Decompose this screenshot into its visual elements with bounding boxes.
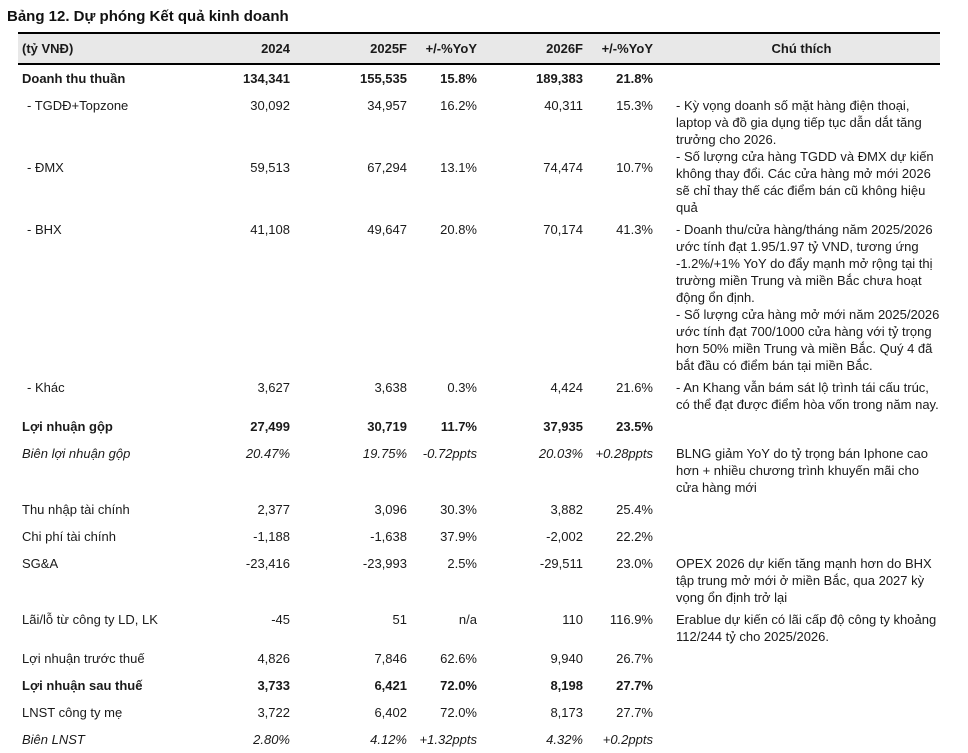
page-title: Bảng 12. Dự phóng Kết quả kinh doanh [7, 8, 289, 25]
row-value-2: 11.7% [440, 419, 477, 434]
row-label: Lợi nhuận gộp [22, 419, 113, 434]
row-label: - BHX [27, 222, 62, 237]
row-note [663, 672, 940, 699]
table-row [18, 645, 940, 672]
row-value-2: +1.32ppts [419, 732, 477, 747]
row-value-3: 40,311 [544, 98, 583, 113]
row-value-0: -23,416 [245, 556, 290, 571]
row-note [663, 496, 940, 523]
row-value-4: 10.7% [616, 160, 653, 175]
row-value-3: -2,002 [546, 529, 583, 544]
row-value-1: 3,096 [374, 502, 407, 517]
row-value-1: 6,402 [374, 705, 407, 720]
row-value-0: 4,826 [257, 651, 290, 666]
row-value-3: 8,198 [550, 678, 583, 693]
row-note [663, 440, 940, 496]
row-value-4: 23.0% [616, 556, 653, 571]
row-value-4: 27.7% [616, 705, 653, 720]
column-header-0: (tỷ VNĐ) [18, 33, 200, 64]
note-paragraph: - Doanh thu/cửa hàng/tháng năm 2025/2026 ước tính đạt 1.95/1.97 tỷ VND, tương ứng -1.2%/+1% YoY do đẩy mạnh mở rộng tại thị trường miền Trung và miền Bắc chưa hoạt động ổn định. [676, 222, 933, 305]
row-value-2: n/a [458, 612, 477, 627]
row-value-3: 3,882 [550, 502, 583, 517]
column-header-5: +/-%YoY [593, 33, 663, 64]
note-paragraph: BLNG giảm YoY do tỷ trọng bán Iphone cao hơn + nhiều chương trình khuyến mãi cho cửa hàng mới [676, 446, 928, 495]
table-row [18, 726, 940, 753]
table-row [18, 216, 940, 374]
row-value-2: 16.2% [440, 98, 477, 113]
row-value-4: 27.7% [616, 678, 653, 693]
row-value-0: 30,092 [250, 98, 290, 113]
row-label: Biên lợi nhuận gộp [22, 446, 131, 461]
row-note [663, 523, 940, 550]
table-row [18, 440, 940, 496]
column-header-4: 2026F [487, 33, 593, 64]
row-value-2: -0.72ppts [422, 446, 477, 461]
row-value-2: 2.5% [447, 556, 477, 571]
row-label: Lợi nhuận sau thuế [22, 678, 143, 693]
row-label: - ĐMX [27, 160, 64, 175]
table-row [18, 496, 940, 523]
row-value-3: 74,474 [543, 160, 583, 175]
row-value-4: 23.5% [616, 419, 653, 434]
row-label: Lãi/lỗ từ công ty LD, LK [22, 612, 158, 627]
row-label: - TGDĐ+Topzone [27, 98, 129, 113]
note-paragraph: Erablue dự kiến có lãi cấp độ công ty khoảng 112/244 tỷ cho 2025/2026. [676, 612, 937, 644]
row-value-4: 41.3% [616, 222, 653, 237]
row-label: Biên LNST [22, 732, 85, 747]
row-value-1: 67,294 [367, 160, 407, 175]
row-value-3: 110 [562, 612, 583, 627]
table-row [18, 523, 940, 550]
row-label: LNST công ty mẹ [22, 705, 123, 720]
row-value-0: 134,341 [243, 71, 290, 86]
row-note [663, 606, 940, 645]
row-value-0: 20.47% [245, 446, 290, 461]
column-header-3: +/-%YoY [417, 33, 487, 64]
row-value-2: 20.8% [440, 222, 477, 237]
column-header-2: 2025F [300, 33, 417, 64]
row-value-0: 3,627 [257, 380, 290, 395]
row-value-3: 8,173 [550, 705, 583, 720]
row-value-1: -1,638 [370, 529, 407, 544]
row-value-0: -1,188 [253, 529, 290, 544]
row-note [663, 413, 940, 440]
row-value-4: +0.28ppts [595, 446, 653, 461]
row-label: Thu nhập tài chính [22, 502, 130, 517]
row-value-1: 6,421 [374, 678, 407, 693]
row-value-3: 9,940 [550, 651, 583, 666]
row-value-4: 21.8% [616, 71, 653, 86]
row-value-2: 30.3% [440, 502, 477, 517]
row-value-1: 34,957 [367, 98, 407, 113]
row-value-0: 59,513 [250, 160, 290, 175]
row-value-1: -23,993 [362, 556, 407, 571]
note-paragraph: - Số lượng cửa hàng mở mới năm 2025/2026 ước tính đạt 700/1000 cửa hàng với tỷ trọng hơn 50% miền Trung và miền Bắc. Quý 4 đã bắt đầu có điểm bán tại miền Bắc. [676, 307, 940, 373]
row-value-1: 3,638 [374, 380, 407, 395]
row-note [663, 92, 940, 216]
note-paragraph: - An Khang vẫn bám sát lộ trình tái cấu trúc, có thể đạt được điểm hòa vốn trong năm nay. [676, 380, 939, 412]
row-value-4: 22.2% [616, 529, 653, 544]
row-note [663, 374, 940, 413]
note-paragraph: - Số lượng cửa hàng TGDD và ĐMX dự kiến không thay đổi. Các cửa hàng mở mới 2026 sẽ chỉ thay thế các điểm bán cũ không hiệu quả [676, 149, 934, 215]
row-value-0: 2,377 [257, 502, 290, 517]
note-paragraph: - Kỳ vọng doanh số mặt hàng điện thoại, laptop và đồ gia dụng tiếp tục dẫn dắt tăng trưởng cho 2026. [676, 98, 922, 147]
table-row [18, 699, 940, 726]
row-value-0: 41,108 [250, 222, 290, 237]
row-value-3: 70,174 [543, 222, 583, 237]
row-label: Doanh thu thuần [22, 71, 126, 86]
row-value-4: 116.9% [609, 612, 653, 627]
row-value-3: 189,383 [536, 71, 583, 86]
table-row [18, 64, 940, 92]
row-value-1: 19.75% [362, 446, 407, 461]
row-value-1: 51 [392, 612, 407, 627]
row-value-2: 37.9% [440, 529, 477, 544]
row-value-3: 4,424 [550, 380, 583, 395]
row-note [663, 699, 940, 726]
column-header-6: Chú thích [663, 33, 940, 64]
row-value-2: 72.0% [440, 678, 477, 693]
row-value-2: 72.0% [440, 705, 477, 720]
note-paragraph: OPEX 2026 dự kiến tăng mạnh hơn do BHX tập trung mở mới ở miền Bắc, qua 2027 kỳ vọng ổn định trở lại [676, 556, 932, 605]
row-value-3: -29,511 [539, 556, 583, 571]
row-note [663, 645, 940, 672]
table-row [18, 92, 940, 154]
row-value-4: 15.3% [616, 98, 653, 113]
row-value-1: 155,535 [360, 71, 407, 86]
column-header-1: 2024 [200, 33, 300, 64]
table-row [18, 550, 940, 606]
row-label: - Khác [27, 380, 65, 395]
row-note [663, 550, 940, 606]
row-label: Chi phí tài chính [22, 529, 116, 544]
row-value-1: 7,846 [374, 651, 407, 666]
row-value-4: 25.4% [616, 502, 653, 517]
row-value-3: 4.32% [546, 732, 583, 747]
row-value-0: 27,499 [250, 419, 290, 434]
table-row [18, 413, 940, 440]
row-value-2: 13.1% [440, 160, 477, 175]
row-value-1: 49,647 [367, 222, 407, 237]
table-row [18, 606, 940, 645]
table-body [18, 64, 940, 753]
row-value-0: 3,722 [257, 705, 290, 720]
row-value-2: 15.8% [440, 71, 477, 86]
row-value-3: 37,935 [543, 419, 583, 434]
table-row [18, 374, 940, 413]
row-value-0: 2.80% [253, 732, 290, 747]
row-note [663, 64, 940, 92]
row-value-0: 3,733 [257, 678, 290, 693]
row-note [663, 726, 940, 753]
row-value-1: 30,719 [367, 419, 407, 434]
row-label: SG&A [22, 556, 59, 571]
row-value-4: +0.2ppts [602, 732, 653, 747]
row-label: Lợi nhuận trước thuế [22, 651, 145, 666]
row-value-0: -45 [271, 612, 290, 627]
row-note [663, 216, 940, 374]
table-row [18, 672, 940, 699]
row-value-2: 62.6% [440, 651, 477, 666]
table-header-row [18, 33, 940, 64]
row-value-2: 0.3% [447, 380, 477, 395]
row-value-3: 20.03% [538, 446, 583, 461]
row-value-1: 4.12% [370, 732, 407, 747]
row-value-4: 21.6% [616, 380, 653, 395]
row-value-4: 26.7% [616, 651, 653, 666]
forecast-table [18, 32, 940, 753]
